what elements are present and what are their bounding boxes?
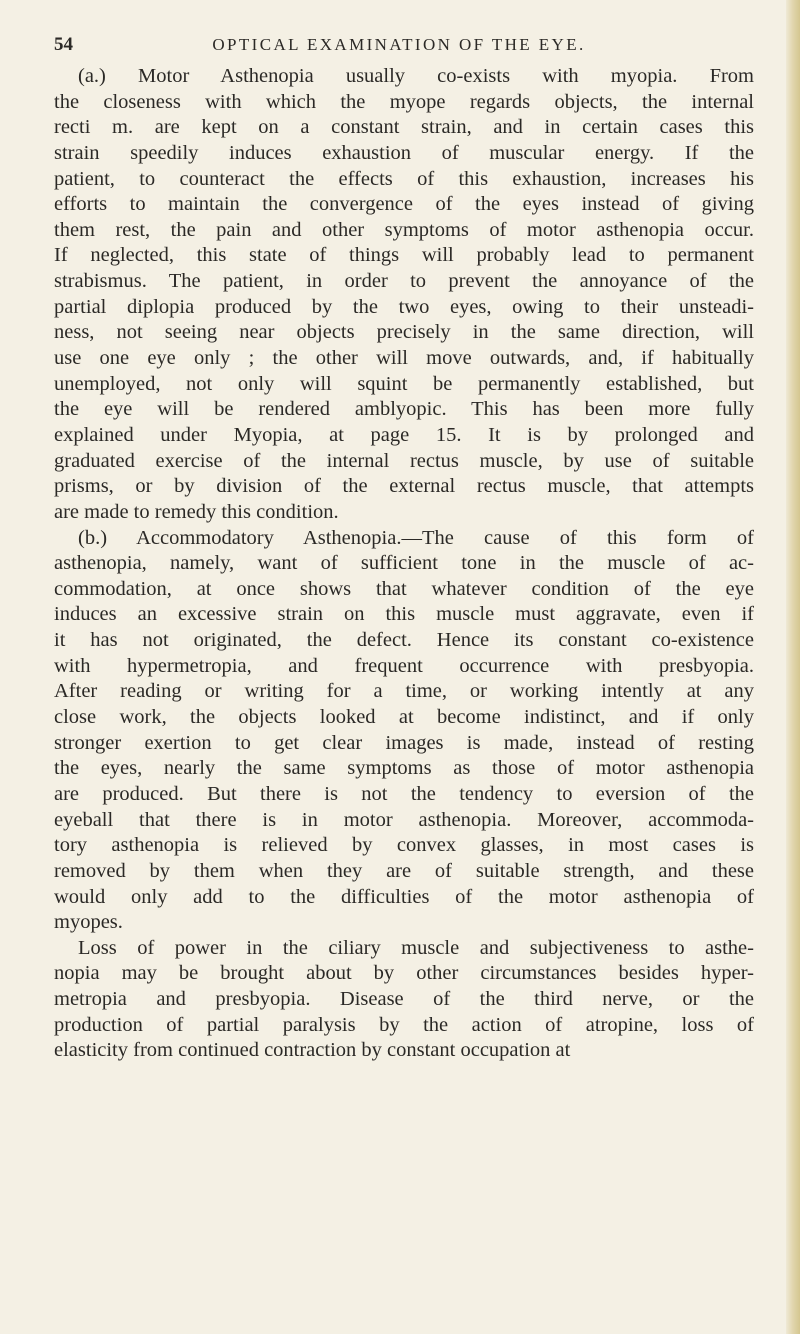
text-line: After reading or writing for a time, or working intently at any — [54, 680, 754, 703]
text-line: explained under Myopia, at page 15. It is by prolonged and — [54, 423, 754, 446]
text-line: stronger exertion to get clear images is made, instead of resting — [54, 731, 754, 754]
text-line: removed by them when they are of suitable strength, and these — [54, 859, 754, 882]
text-line: them rest, the pain and other symptoms of motor asthenopia occur. — [54, 218, 754, 241]
text-line: ness, not seeing near objects precisely in the same direction, will — [54, 321, 754, 344]
text-line: production of partial paralysis by the action of atropine, loss of — [54, 1013, 754, 1036]
text-line: patient, to counteract the effects of this exhaustion, increases his — [54, 167, 754, 190]
text-line: strain speedily induces exhaustion of muscular energy. If the — [54, 141, 754, 164]
text-line: asthenopia, namely, want of sufficient tone in the muscle of ac- — [54, 552, 754, 575]
paragraph-motor-asthenopia — [54, 64, 754, 526]
running-head-title: OPTICAL EXAMINATION OF THE EYE. — [212, 35, 586, 54]
text-line: are made to remedy this condition. — [54, 500, 339, 523]
body-text — [54, 64, 754, 1064]
text-line: it has not originated, the defect. Hence its constant co-existence — [54, 629, 754, 652]
text-line: efforts to maintain the convergence of the eyes instead of giving — [54, 193, 754, 216]
text-line: (b.) Accommodatory Asthenopia.—The cause of this form of — [78, 526, 754, 549]
text-line: the eye will be rendered amblyopic. This has been more fully — [54, 398, 754, 421]
text-line: recti m. are kept on a constant strain, and in certain cases this — [54, 116, 754, 139]
text-line: strabismus. The patient, in order to prevent the annoyance of the — [54, 270, 754, 293]
running-header — [54, 34, 744, 64]
text-line: elasticity from continued contraction by constant occupation at — [54, 1039, 571, 1062]
text-line: Loss of power in the ciliary muscle and subjectiveness to asthe- — [78, 936, 754, 959]
page-number: 54 — [54, 34, 73, 55]
text-line: use one eye only ; the other will move outwards, and, if habitually — [54, 347, 754, 370]
text-line: the eyes, nearly the same symptoms as those of motor asthenopia — [54, 757, 754, 780]
text-line: partial diplopia produced by the two eyes, owing to their unsteadi- — [54, 295, 754, 318]
paragraph-accommodatory-asthenopia — [54, 526, 754, 936]
text-line: tory asthenopia is relieved by convex glasses, in most cases is — [54, 834, 754, 857]
text-line: metropia and presbyopia. Disease of the third nerve, or the — [54, 988, 754, 1011]
text-line: would only add to the difficulties of the motor asthenopia of — [54, 885, 754, 908]
text-line: unemployed, not only will squint be permanently established, but — [54, 372, 754, 395]
text-line: nopia may be brought about by other circumstances besides hyper- — [54, 962, 754, 985]
text-line: prisms, or by division of the external rectus muscle, that attempts — [54, 475, 754, 498]
text-line: the closeness with which the myope regards objects, the internal — [54, 90, 754, 113]
text-line: graduated exercise of the internal rectus muscle, by use of suitable — [54, 449, 754, 472]
page-edge — [786, 0, 800, 1334]
text-line: induces an excessive strain on this muscle must aggravate, even if — [54, 603, 754, 626]
paragraph-loss-of-power — [54, 936, 754, 1064]
text-line: are produced. But there is not the tendency to eversion of the — [54, 782, 754, 805]
text-line: close work, the objects looked at become indistinct, and if only — [54, 706, 754, 729]
text-line: myopes. — [54, 911, 123, 934]
text-line: If neglected, this state of things will probably lead to permanent — [54, 244, 754, 267]
text-line: eyeball that there is in motor asthenopia. Moreover, accommoda- — [54, 808, 754, 831]
text-line: commodation, at once shows that whatever condition of the eye — [54, 577, 754, 600]
text-line: (a.) Motor Asthenopia usually co-exists with myopia. From — [78, 65, 754, 87]
text-line: with hypermetropia, and frequent occurrence with presbyopia. — [54, 654, 754, 677]
